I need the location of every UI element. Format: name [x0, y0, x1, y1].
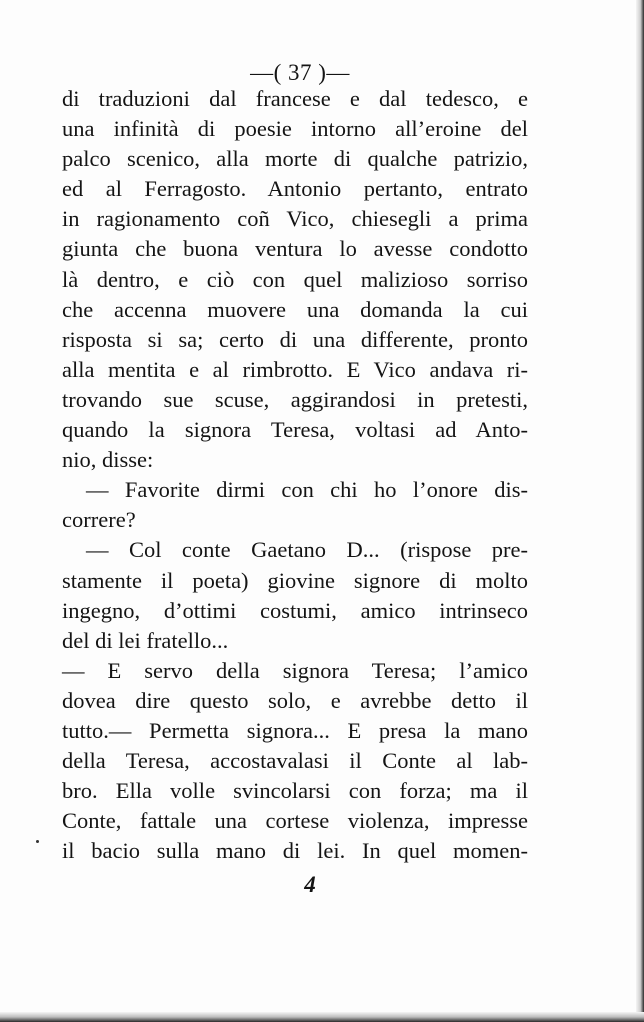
- text-line: palco scenico, alla morte di qualche patrizio,: [62, 146, 528, 172]
- text-line: là dentro, e ciò con quel malizioso sorriso: [62, 266, 528, 292]
- page-bottom-edge: [0, 1012, 644, 1022]
- text-line: bro. Ella volle svincolarsi con forza; ma il: [62, 778, 528, 804]
- body-text: [62, 84, 528, 866]
- text-line: che accenna muovere una domanda la cui: [62, 296, 528, 322]
- ink-speck: [36, 840, 39, 843]
- text-line: del di lei fratello...: [62, 627, 229, 653]
- text-line: nio, disse:: [62, 447, 154, 473]
- text-line: dovea dire questo solo, e avrebbe detto il: [62, 687, 528, 713]
- text-line: in ragionamento coñ Vico, chiesegli a prima: [62, 206, 528, 232]
- text-line: di traduzioni dal francese e dal tedesco, e: [62, 86, 528, 111]
- text-line: quando la signora Teresa, voltasi ad Anto-: [62, 417, 528, 443]
- signature-mark: 4: [304, 872, 316, 897]
- text-line: — E servo della signora Teresa; l’amico: [62, 657, 528, 683]
- text-line: correre?: [62, 507, 136, 533]
- text-line: tutto.— Permetta signora... E presa la mano: [62, 717, 528, 743]
- text-line: stamente il poeta) giovine signore di molto: [62, 567, 528, 593]
- page-right-edge: [636, 0, 644, 1022]
- text-line: ingegno, d’ottimi costumi, amico intrinseco: [62, 597, 528, 623]
- text-line: — Favorite dirmi con chi ho l’onore dis-: [86, 477, 528, 503]
- text-line: della Teresa, accostavalasi il Conte al lab-: [62, 748, 528, 774]
- text-line: una infinità di poesie intorno all’eroine del: [62, 116, 528, 142]
- text-line: Conte, fattale una cortese violenza, impresse: [62, 808, 528, 834]
- text-line: giunta che buona ventura lo avesse condotto: [62, 236, 528, 262]
- text-line: trovando sue scuse, aggirandosi in pretesti,: [62, 386, 528, 412]
- text-line: alla mentita e al rimbrotto. E Vico andava ri-: [62, 356, 528, 382]
- text-line: — Col conte Gaetano D... (rispose pre-: [86, 537, 528, 563]
- text-line: ed al Ferragosto. Antonio pertanto, entrato: [62, 176, 528, 202]
- page-number-header: —( 37 )—: [250, 60, 350, 85]
- text-line: il bacio sulla mano di lei. In quel momen-: [62, 838, 528, 864]
- text-line: risposta si sa; certo di una differente, pronto: [62, 326, 528, 352]
